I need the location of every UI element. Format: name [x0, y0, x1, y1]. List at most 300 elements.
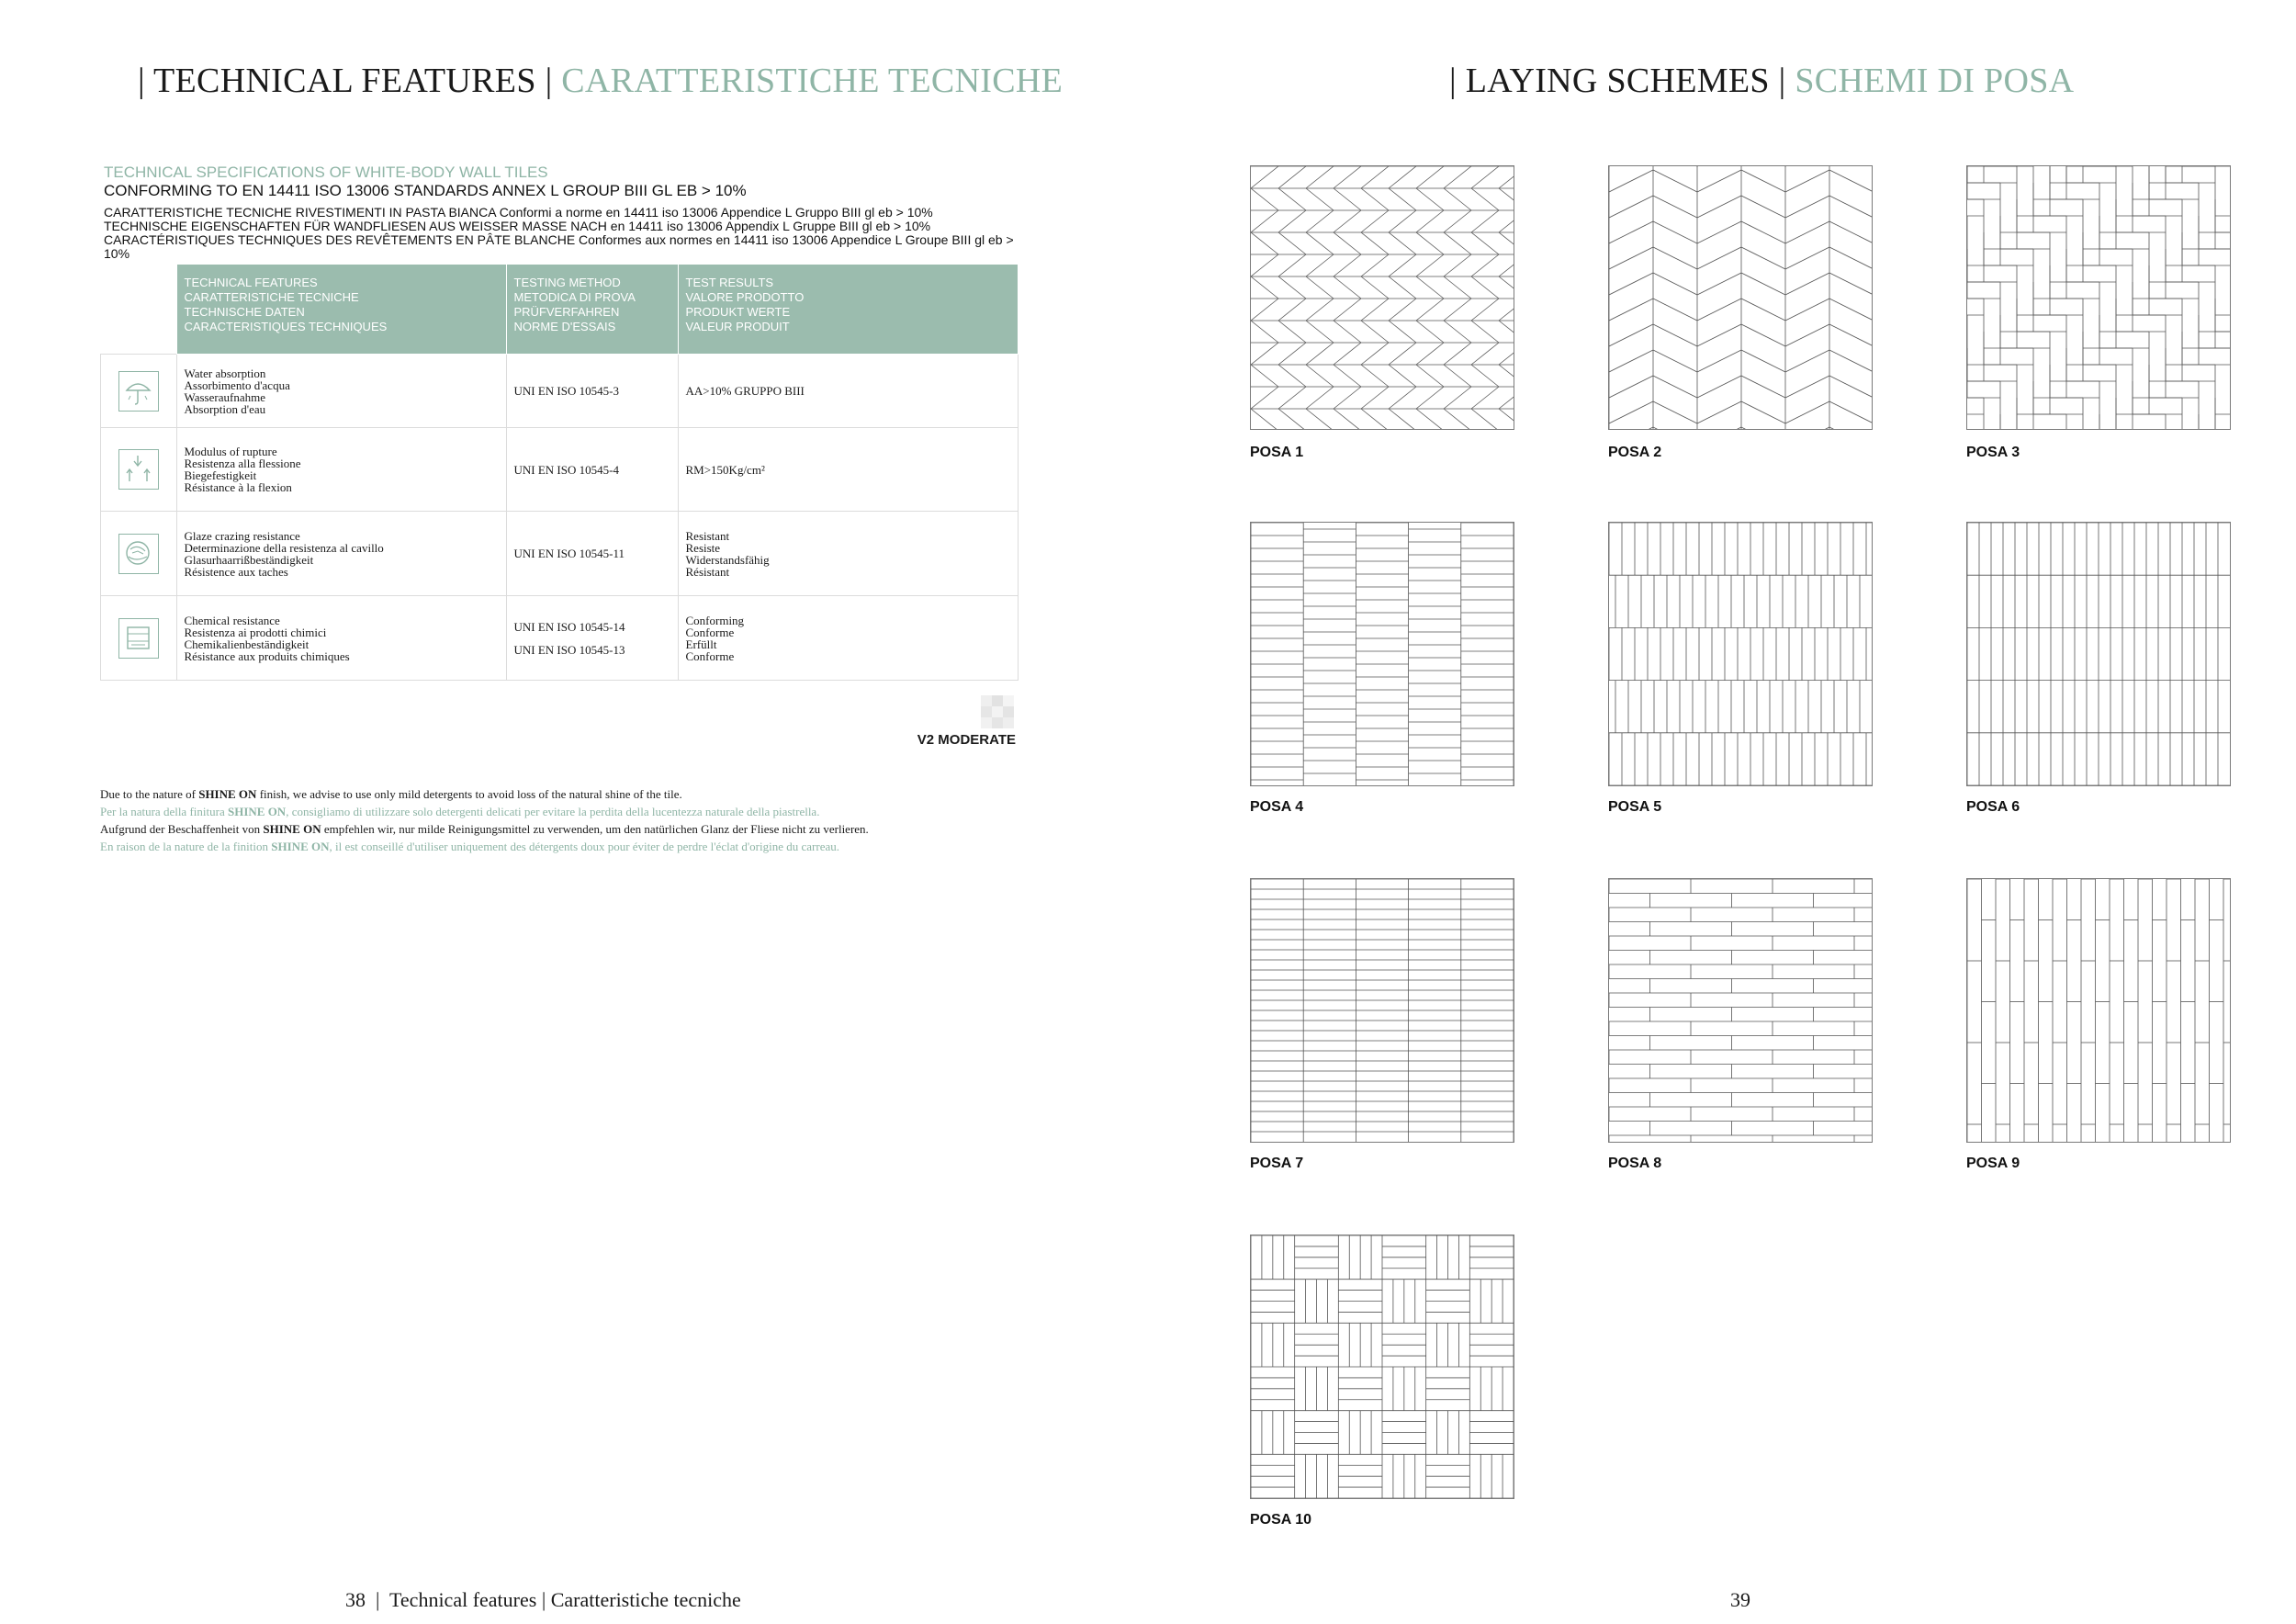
tile-joint [1653, 376, 1697, 398]
glaze-crazing-icon [118, 534, 159, 574]
tile-joint [1389, 343, 1416, 365]
tile-joint [1471, 321, 1499, 343]
tile-joint [1609, 196, 1653, 218]
note-text: finish, we advise to use only mild detergents to avoid loss of the natural shine of the tile. [256, 787, 682, 801]
tile-joint [1306, 409, 1334, 429]
tile-joint [1741, 324, 1785, 346]
posa-scheme [1608, 878, 1873, 1143]
tile-joint [1499, 343, 1514, 365]
result-cell [678, 355, 1019, 428]
tile-joint [1653, 273, 1697, 295]
tile-joint [1785, 273, 1829, 295]
result-line: Resistant [685, 528, 730, 543]
table-header-row [101, 265, 1019, 355]
posa-scheme [1250, 522, 1514, 786]
tile-joint [1361, 232, 1389, 254]
tile-joint [1785, 170, 1829, 192]
tile-joint [1334, 321, 1361, 343]
tile-joint [1416, 210, 1444, 232]
tile-joint [1389, 365, 1416, 387]
spec-line: CARATTERISTICHE TECNICHE RIVESTIMENTI IN PASTA BIANCA Conformi a norme en 14411 iso 13006 Appendice L Gruppo BIII gl eb > 10% [104, 205, 933, 220]
header-line: TEST RESULTS [685, 276, 774, 289]
tile-joint [1697, 299, 1741, 321]
tile-joint [1471, 232, 1499, 254]
tile-joint [1444, 343, 1471, 365]
result-line: Conforme [685, 625, 735, 639]
posa-label: POSA 7 [1250, 1156, 1304, 1171]
tile-joint [1306, 365, 1334, 387]
tile-joint [1741, 273, 1785, 295]
tile-joint [1471, 188, 1499, 210]
tile-joint [1609, 427, 1653, 429]
tile-joint [1306, 343, 1334, 365]
feature-cell [176, 355, 506, 428]
tile-joint [1306, 299, 1334, 321]
tile-joint [1499, 276, 1514, 299]
tile-joint [1251, 188, 1278, 210]
table-row [101, 355, 1019, 428]
title-black: TECHNICAL FEATURES [153, 62, 536, 100]
tile-joint [1389, 166, 1416, 188]
tile-joint [1785, 196, 1829, 218]
posa-label: POSA 6 [1966, 799, 2020, 815]
tile-joint [1741, 170, 1785, 192]
tile-joint [1361, 409, 1389, 429]
tile-joint [1444, 321, 1471, 343]
tile-joint [1471, 387, 1499, 409]
spec-line: CARACTÉRISTIQUES TECHNIQUES DES REVÊTEMENTS EN PÂTE BLANCHE Conformes aux normes en 14411 iso 13006 Appendice L Groupe BIII gl eb > 10% [104, 232, 1014, 261]
tile-joint [1653, 350, 1697, 372]
header-results [678, 265, 1019, 355]
feature-line: Résistence aux taches [184, 564, 288, 579]
technical-features-table [100, 264, 1019, 681]
tile-joint [1278, 232, 1306, 254]
tile-joint [1444, 409, 1471, 429]
header-line: PRÜFVERFAHREN [513, 305, 620, 319]
posa-pattern-horizontal-brick [1609, 879, 1872, 1142]
tile-joint [1389, 387, 1416, 409]
header-line: NORME D'ESSAIS [513, 320, 616, 333]
method-line: UNI EN ISO 10545-11 [513, 547, 625, 560]
tile-joint [1251, 166, 1278, 188]
tile-joint [1499, 365, 1514, 387]
note-text: Aufgrund der Beschaffenheit von [100, 822, 264, 836]
tile-joint [1361, 188, 1389, 210]
posa-label: POSA 2 [1608, 445, 1662, 460]
tile-joint [1334, 409, 1361, 429]
tile-joint [1471, 409, 1499, 429]
tile-joint [1499, 210, 1514, 232]
tile-joint [1609, 401, 1653, 423]
tile-joint [1829, 299, 1872, 321]
tile-joint [1471, 365, 1499, 387]
tile-joint [1416, 321, 1444, 343]
feature-line: Glasurhaarrißbeständigkeit [184, 552, 314, 567]
feature-line: Biegefestigkeit [184, 468, 257, 482]
tile-joint [1416, 276, 1444, 299]
tile-joint [1829, 221, 1872, 243]
tile-joint [1306, 232, 1334, 254]
icon-cell [101, 596, 177, 681]
tile-joint [1251, 210, 1278, 232]
result-line: AA>10% GRUPPO BIII [685, 384, 805, 398]
tile-joint [1334, 188, 1361, 210]
tile-joint [1829, 170, 1872, 192]
feature-line: Résistance à la flexion [184, 480, 292, 494]
tile-joint [1444, 232, 1471, 254]
tile-joint [1785, 376, 1829, 398]
tile-joint [1444, 387, 1471, 409]
tile-joint [1471, 343, 1499, 365]
header-method [506, 265, 678, 355]
feature-line: Modulus of rupture [184, 445, 277, 458]
tile-joint [1785, 247, 1829, 269]
posa-pattern-herringbone-vertical [1609, 166, 1872, 429]
tile-joint [1785, 324, 1829, 346]
tile-joint [1361, 343, 1389, 365]
tile-joint [1697, 350, 1741, 372]
result-line: Erfüllt [685, 637, 717, 651]
tile-joint [1389, 299, 1416, 321]
result-line: Résistant [685, 564, 730, 579]
feature-cell [176, 512, 506, 596]
table-row [101, 428, 1019, 512]
tile-joint [1697, 376, 1741, 398]
method-line: UNI EN ISO 10545-13 [513, 642, 625, 657]
feature-line: Assorbimento d'acqua [184, 378, 290, 392]
posa-scheme [1608, 165, 1873, 430]
tile-joint [1306, 276, 1334, 299]
tile-joint [1278, 343, 1306, 365]
tile-joint [1829, 247, 1872, 269]
method-cell [506, 596, 678, 681]
result-line: Widerstandsfähig [685, 552, 770, 567]
posa-label: POSA 4 [1250, 799, 1304, 815]
tile-joint [1389, 210, 1416, 232]
posa-scheme [1966, 522, 2231, 786]
tile-joint [1829, 401, 1872, 423]
header-line: PRODUKT WERTE [685, 305, 791, 319]
tile-joint [1499, 387, 1514, 409]
tile-joint [1251, 409, 1278, 429]
posa-scheme [1250, 1235, 1514, 1499]
tile-joint [1741, 350, 1785, 372]
tile-joint [1444, 276, 1471, 299]
tile-joint [1697, 196, 1741, 218]
note-de [100, 820, 869, 838]
tile-joint [1471, 299, 1499, 321]
tile-joint [1471, 166, 1499, 188]
posa-pattern-vertical-stack-rows [1609, 523, 1872, 785]
note-fr [100, 838, 869, 855]
tile-joint [1609, 247, 1653, 269]
result-line: Conforme [685, 648, 735, 663]
tile-joint [1653, 299, 1697, 321]
method-line: UNI EN ISO 10545-14 [513, 619, 625, 634]
note-text: empfehlen wir, nur milde Reinigungsmittel zu verwenden, um den natürlichen Glanz der Fliese nicht zu verlieren. [321, 822, 869, 836]
tile-joint [1416, 409, 1444, 429]
tile-joint [1609, 273, 1653, 295]
tile-joint [1416, 232, 1444, 254]
tile-joint [1416, 365, 1444, 387]
icon-cell [101, 512, 177, 596]
note-it [100, 803, 869, 820]
tile-joint [1785, 427, 1829, 429]
footer-text: Technical features | Caratteristiche tecniche [389, 1588, 741, 1611]
left-footer: 38 | Technical features | Caratteristiche tecniche [345, 1588, 741, 1611]
tile-joint [1389, 232, 1416, 254]
header-line: TECHNISCHE DATEN [184, 305, 305, 319]
posa-pattern-vertical-stack-offset [1967, 523, 2230, 785]
right-footer: 39 [1730, 1588, 1750, 1611]
tile-joint [1741, 196, 1785, 218]
tile-joint [1361, 365, 1389, 387]
note-bold: SHINE ON [227, 805, 287, 818]
tile-joint [1361, 321, 1389, 343]
care-notes [100, 785, 869, 855]
tile-joint [1334, 343, 1361, 365]
tile-joint [1499, 409, 1514, 429]
tile-joint [1278, 321, 1306, 343]
tile-joint [1697, 401, 1741, 423]
icon-cell [101, 355, 177, 428]
tile-joint [1361, 299, 1389, 321]
tile-joint [1741, 247, 1785, 269]
tile-joint [1741, 376, 1785, 398]
tile-joint [1697, 247, 1741, 269]
tile-joint [1278, 365, 1306, 387]
note-text: , consigliamo di utilizzare solo detergenti delicati per evitare la perdita della lucentezza naturale della piastrella. [286, 805, 820, 818]
posa-pattern-horizontal-grid [1251, 879, 1514, 1142]
tile-joint [1278, 276, 1306, 299]
variation-label: V2 MODERATE [917, 732, 1016, 748]
tile-joint [1609, 324, 1653, 346]
header-line: CARATTERISTICHE TECNICHE [184, 290, 359, 304]
tile-joint [1306, 166, 1334, 188]
header-line: VALEUR PRODUIT [685, 320, 790, 333]
tile-joint [1306, 387, 1334, 409]
tile-joint [1334, 387, 1361, 409]
tile-joint [1444, 254, 1471, 276]
tile-joint [1499, 254, 1514, 276]
tile-joint [1361, 166, 1389, 188]
tile-joint [1389, 188, 1416, 210]
tile-joint [1785, 350, 1829, 372]
feature-line: Résistance aux produits chimiques [184, 648, 350, 663]
tile-joint [1416, 387, 1444, 409]
tile-joint [1306, 188, 1334, 210]
tile-joint [1251, 276, 1278, 299]
tile-joint [1444, 210, 1471, 232]
tile-joint [1499, 166, 1514, 188]
tile-joint [1499, 188, 1514, 210]
feature-line: Resistenza alla flessione [184, 457, 301, 470]
header-line: TESTING METHOD [513, 276, 621, 289]
tile-joint [1306, 254, 1334, 276]
tile-joint [1444, 299, 1471, 321]
tile-joint [1278, 409, 1306, 429]
tile-joint [1697, 273, 1741, 295]
tile-joint [1334, 365, 1361, 387]
tile-joint [1829, 350, 1872, 372]
tile-joint [1334, 276, 1361, 299]
note-text: Per la natura della finitura [100, 805, 228, 818]
right-page-title: | LAYING SCHEMES | SCHEMI DI POSA [1449, 62, 2075, 100]
tile-joint [1741, 221, 1785, 243]
tile-joint [1653, 324, 1697, 346]
title-black: LAYING SCHEMES [1465, 62, 1770, 100]
tile-joint [1389, 409, 1416, 429]
chemical-resistance-icon [118, 618, 159, 659]
posa-scheme [1966, 165, 2231, 430]
tile-joint [1251, 365, 1278, 387]
tile-joint [1361, 387, 1389, 409]
tile-joint [1334, 299, 1361, 321]
tile-joint [1785, 401, 1829, 423]
posa-label: POSA 1 [1250, 445, 1304, 460]
posa-scheme [1250, 165, 1514, 430]
posa-label: POSA 3 [1966, 445, 2020, 460]
tile-joint [1278, 188, 1306, 210]
feature-line: Chemikalienbeständigkeit [184, 637, 310, 651]
tile-joint [1334, 210, 1361, 232]
feature-line: Glaze crazing resistance [184, 528, 300, 543]
result-line: Resiste [685, 540, 721, 555]
result-line: RM>150Kg/cm² [685, 462, 765, 477]
tile-joint [1829, 427, 1872, 429]
tile-joint [1278, 299, 1306, 321]
table-row [101, 512, 1019, 596]
note-bold: SHINE ON [198, 787, 257, 801]
header-line: CARACTERISTIQUES TECHNIQUES [184, 320, 388, 333]
tile-joint [1697, 324, 1741, 346]
feature-line: Wasseraufnahme [184, 389, 265, 404]
tile-joint [1471, 254, 1499, 276]
result-cell [678, 428, 1019, 512]
posa-scheme [1608, 522, 1873, 786]
header-empty-cell [101, 265, 177, 355]
method-line: UNI EN ISO 10545-4 [513, 462, 619, 477]
variation-swatch [981, 695, 1014, 728]
tile-joint [1306, 210, 1334, 232]
posa-label: POSA 9 [1966, 1156, 2020, 1171]
method-cell [506, 355, 678, 428]
posa-pattern-chevron-horizontal [1251, 166, 1514, 429]
feature-line: Chemical resistance [184, 613, 280, 627]
tile-joint [1444, 166, 1471, 188]
note-en [100, 785, 869, 803]
feature-line: Resistenza ai prodotti chimici [184, 625, 327, 639]
header-line: TECHNICAL FEATURES [184, 276, 318, 289]
left-page-title: | TECHNICAL FEATURES | CARATTERISTICHE TECNICHE [138, 62, 1064, 100]
posa-pattern-herringbone-square [1967, 166, 2230, 429]
feature-line: Determinazione della resistenza al cavillo [184, 540, 384, 555]
feature-cell [176, 596, 506, 681]
feature-line: Absorption d'eau [184, 401, 266, 416]
tile-joint [1416, 254, 1444, 276]
tile-joint [1361, 254, 1389, 276]
tile-joint [1653, 170, 1697, 192]
tile-joint [1697, 221, 1741, 243]
tile-joint [1251, 343, 1278, 365]
tile-joint [1785, 299, 1829, 321]
tile-joint [1416, 343, 1444, 365]
icon-cell [101, 428, 177, 512]
tile-joint [1609, 170, 1653, 192]
method-cell [506, 512, 678, 596]
tile-joint [1653, 401, 1697, 423]
tile-joint [1334, 254, 1361, 276]
tile-joint [1697, 427, 1741, 429]
tile-joint [1389, 254, 1416, 276]
tile-joint [1251, 387, 1278, 409]
tile-joint [1389, 321, 1416, 343]
spec-subtitle: CONFORMING TO EN 14411 ISO 13006 STANDARDS ANNEX L GROUP BIII GL EB > 10% [104, 182, 747, 199]
tile-joint [1251, 299, 1278, 321]
spec-title: TECHNICAL SPECIFICATIONS OF WHITE-BODY WALL TILES [104, 164, 548, 181]
tile-joint [1251, 254, 1278, 276]
note-text: Due to the nature of [100, 787, 199, 801]
title-accent: CARATTERISTICHE TECNICHE [561, 62, 1064, 100]
tile-joint [1741, 427, 1785, 429]
tile-joint [1306, 321, 1334, 343]
tile-joint [1829, 196, 1872, 218]
tile-joint [1653, 247, 1697, 269]
posa-pattern-basket-weave [1251, 1235, 1514, 1498]
note-bold: SHINE ON [263, 822, 321, 836]
spec-lines [104, 206, 1031, 261]
tile-joint [1251, 232, 1278, 254]
tile-joint [1609, 299, 1653, 321]
note-bold: SHINE ON [271, 840, 330, 853]
tile-joint [1785, 221, 1829, 243]
page-number: 38 [345, 1588, 366, 1611]
tile-joint [1499, 299, 1514, 321]
tile-joint [1653, 221, 1697, 243]
result-cell [678, 596, 1019, 681]
tile-joint [1416, 166, 1444, 188]
modulus-rupture-icon [118, 449, 159, 490]
tile-joint [1499, 321, 1514, 343]
tile-joint [1609, 350, 1653, 372]
tile-joint [1471, 210, 1499, 232]
header-line: METODICA DI PROVA [513, 290, 636, 304]
tile-joint [1416, 299, 1444, 321]
tile-joint [1609, 221, 1653, 243]
tile-joint [1741, 401, 1785, 423]
tile-joint [1334, 232, 1361, 254]
tile-joint [1829, 376, 1872, 398]
result-cell [678, 512, 1019, 596]
method-cell [506, 428, 678, 512]
tile-joint [1334, 166, 1361, 188]
tile-joint [1389, 276, 1416, 299]
header-features [176, 265, 506, 355]
tile-joint [1697, 170, 1741, 192]
posa-pattern-vertical-brick [1967, 879, 2230, 1142]
tile-joint [1361, 276, 1389, 299]
posa-label: POSA 5 [1608, 799, 1662, 815]
tile-joint [1278, 166, 1306, 188]
tile-joint [1251, 321, 1278, 343]
water-absorption-icon [118, 371, 159, 412]
posa-pattern-horizontal-stack-columns [1251, 523, 1514, 785]
tile-joint [1741, 299, 1785, 321]
tile-joint [1499, 232, 1514, 254]
posa-label: POSA 8 [1608, 1156, 1662, 1171]
spec-line: TECHNISCHE EIGENSCHAFTEN FÜR WANDFLIESEN AUS WEISSER MASSE NACH en 14411 iso 13006 Appendix L Gruppe BIII gl eb > 10% [104, 219, 931, 233]
tile-joint [1361, 210, 1389, 232]
